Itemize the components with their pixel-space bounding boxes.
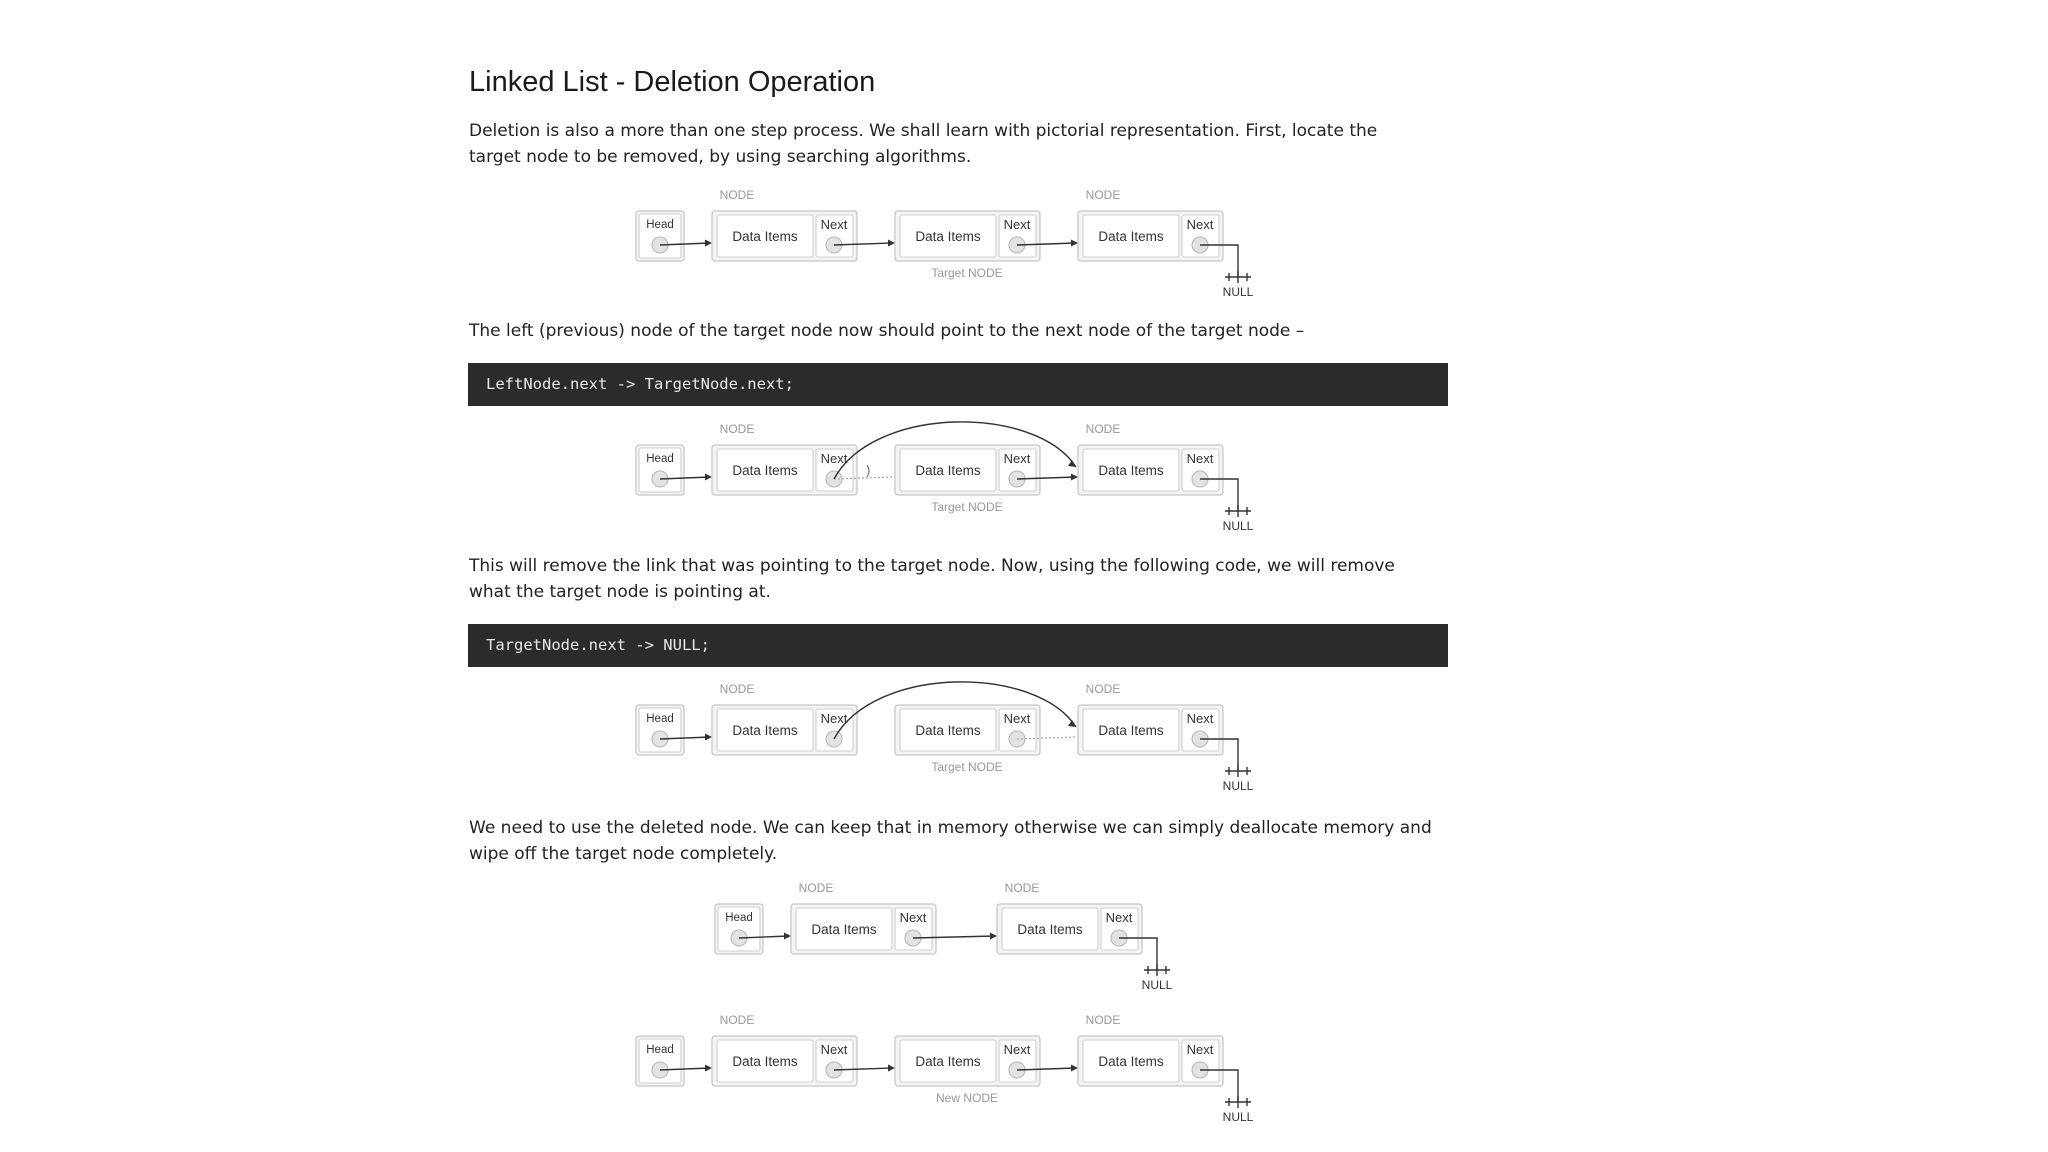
node-caption: NODE bbox=[719, 188, 755, 202]
null-label: NULL bbox=[1141, 978, 1173, 992]
node-caption: NODE bbox=[798, 881, 834, 895]
node-caption: NODE bbox=[719, 1013, 755, 1027]
null-label: NULL bbox=[1222, 519, 1254, 533]
next-label: Next bbox=[820, 217, 848, 232]
target-node-caption: Target NODE bbox=[931, 500, 1003, 514]
target-node-caption: Target NODE bbox=[931, 266, 1003, 280]
node-caption: NODE bbox=[1085, 682, 1121, 696]
head-label: Head bbox=[646, 1044, 674, 1056]
node-caption: NODE bbox=[1004, 881, 1040, 895]
head-label: Head bbox=[725, 912, 753, 924]
head-label: Head bbox=[646, 453, 674, 465]
page-title: Linked List - Deletion Operation bbox=[469, 66, 876, 98]
node-caption: NODE bbox=[1085, 188, 1121, 202]
step3-line-2: what the target node is pointing at. bbox=[469, 582, 771, 602]
data-items-label: Data Items bbox=[1098, 1054, 1164, 1069]
list-node bbox=[712, 1013, 857, 1086]
step3-line-1: This will remove the link that was pointing to the target node. Now, using the following code, we will remove bbox=[469, 556, 1395, 576]
data-items-label: Data Items bbox=[1098, 229, 1164, 244]
next-label: Next bbox=[1186, 711, 1214, 726]
code-block-target-null: TargetNode.next -> NULL; bbox=[468, 624, 1448, 667]
node-caption: NODE bbox=[1085, 1013, 1121, 1027]
next-label: Next bbox=[1003, 217, 1031, 232]
node-caption: NODE bbox=[719, 682, 755, 696]
next-label: Next bbox=[820, 1042, 848, 1057]
data-items-label: Data Items bbox=[732, 723, 798, 738]
next-label: Next bbox=[1003, 451, 1031, 466]
code-block-left-node: LeftNode.next -> TargetNode.next; bbox=[468, 363, 1448, 406]
next-label: Next bbox=[1003, 1042, 1031, 1057]
target-node-caption: Target NODE bbox=[931, 760, 1003, 774]
null-label: NULL bbox=[1222, 285, 1254, 299]
data-items-label: Data Items bbox=[1098, 723, 1164, 738]
next-label: Next bbox=[899, 910, 927, 925]
head-box bbox=[636, 1036, 684, 1086]
data-items-label: Data Items bbox=[915, 463, 981, 478]
target-node-caption: New NODE bbox=[935, 1091, 999, 1105]
data-items-label: Data Items bbox=[915, 229, 981, 244]
data-items-label: Data Items bbox=[811, 922, 877, 937]
data-items-label: Data Items bbox=[1017, 922, 1083, 937]
next-label: Next bbox=[1105, 910, 1133, 925]
next-label: Next bbox=[820, 451, 848, 466]
data-items-label: Data Items bbox=[732, 229, 798, 244]
data-items-label: Data Items bbox=[732, 463, 798, 478]
data-items-label: Data Items bbox=[915, 1054, 981, 1069]
head-label: Head bbox=[646, 219, 674, 231]
intro-line-1: Deletion is also a more than one step process. We shall learn with pictorial representation. First, locate the bbox=[469, 121, 1378, 141]
step2-line: The left (previous) node of the target node now should point to the next node of the target node – bbox=[469, 321, 1305, 341]
list-node bbox=[1078, 1013, 1223, 1086]
next-label: Next bbox=[1186, 217, 1214, 232]
node-caption: NODE bbox=[1085, 422, 1121, 436]
data-items-label: Data Items bbox=[915, 723, 981, 738]
next-label: Next bbox=[1186, 451, 1214, 466]
intro-line-2: target node to be removed, by using searching algorithms. bbox=[469, 147, 972, 167]
step4-line-1: We need to use the deleted node. We can keep that in memory otherwise we can simply deallocate memory and bbox=[469, 818, 1432, 838]
null-label: NULL bbox=[1222, 1110, 1254, 1124]
node-caption: NODE bbox=[719, 422, 755, 436]
null-label: NULL bbox=[1222, 779, 1254, 793]
data-items-label: Data Items bbox=[732, 1054, 798, 1069]
next-label: Next bbox=[1003, 711, 1031, 726]
next-label: Next bbox=[1186, 1042, 1214, 1057]
step4-line-2: wipe off the target node completely. bbox=[469, 844, 778, 864]
head-label: Head bbox=[646, 713, 674, 725]
data-items-label: Data Items bbox=[1098, 463, 1164, 478]
next-label: Next bbox=[820, 711, 848, 726]
